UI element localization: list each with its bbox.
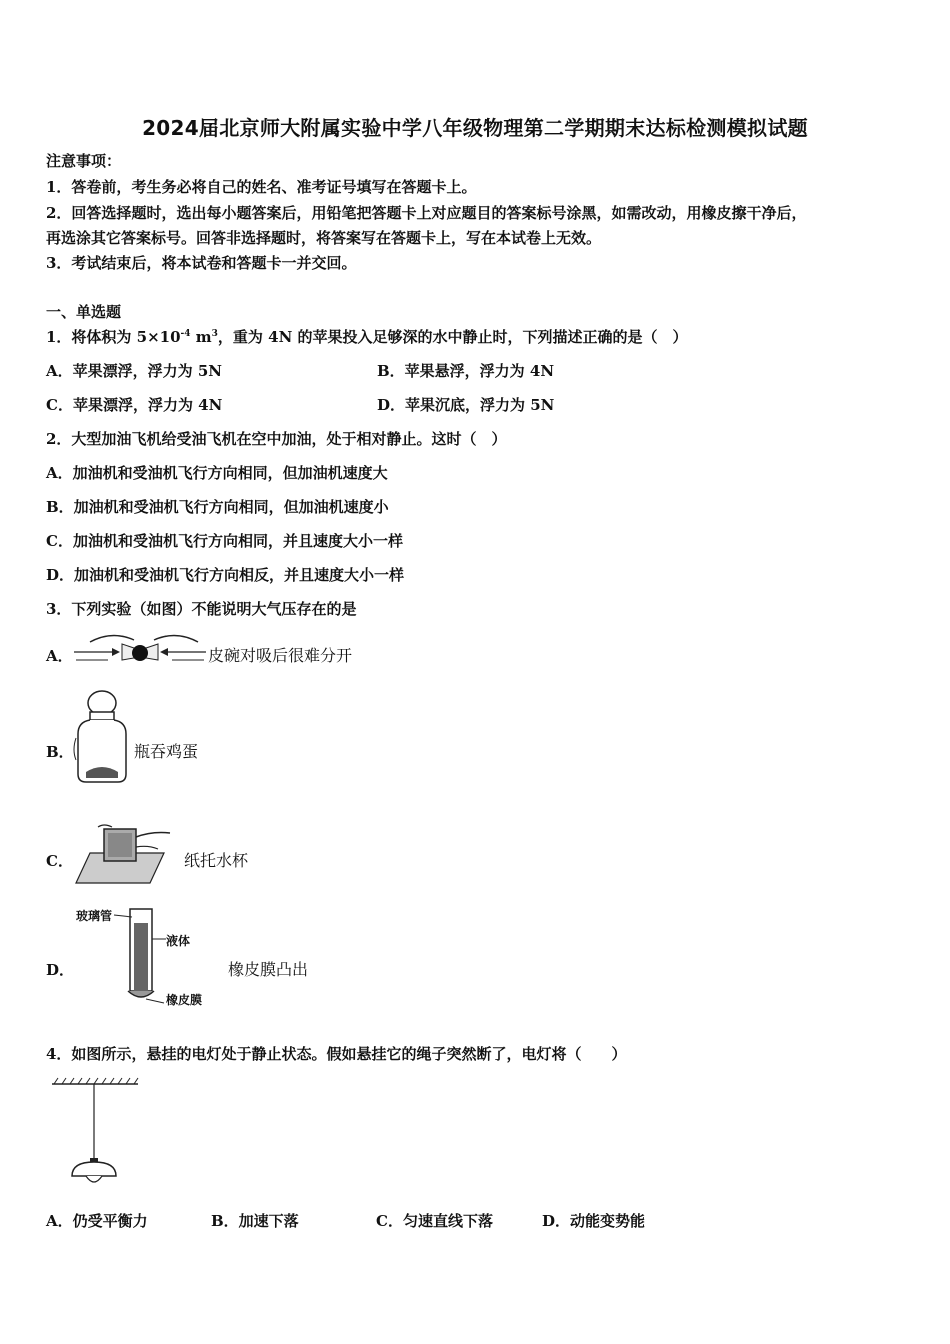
q1-option-d[interactable]: D．苹果沉底，浮力为 5N [377,396,555,414]
liquid-label: 液体 [166,934,191,948]
q2-stem: 2．大型加油飞机给受油飞机在空中加油，处于相对静止。这时（ ） [46,430,507,448]
q2-option-a[interactable]: A．加油机和受油机飞行方向相同，但加油机速度大 [46,464,388,482]
q3-option-d-caption: 橡皮膜凸出 [228,960,309,979]
exam-title: 2024届北京师大附属实验中学八年级物理第二学期期末达标检测模拟试题 [142,116,808,140]
q4-stem: 4．如图所示，悬挂的电灯处于静止状态。假如悬挂它的绳子突然断了，电灯将（ ） [46,1045,627,1063]
q1-stem-exponent: -4 [180,329,191,339]
paper-cup-figure [72,823,172,885]
q1-stem-unit: m [190,328,212,346]
notice-item-2-cont: 再选涂其它答案标号。回答非选择题时，将答案写在答题卡上，写在本试卷上无效。 [46,229,602,247]
notice-item-2: 2．回答选择题时，选出每小题答案后，用铅笔把答题卡上对应题目的答案标号涂黑，如需改动，用橡皮擦干净后， [46,204,807,222]
section-heading: 一、单选题 [46,303,122,321]
q3-option-b-letter[interactable]: B． [46,743,74,761]
q4-option-b[interactable]: B．加速下落 [211,1212,299,1230]
q1-stem-post: ，重为 4N 的苹果投入足够深的水中静止时，下列描述正确的是（ ） [217,328,688,346]
suction-cups-figure [72,630,207,670]
q1-option-c[interactable]: C．苹果漂浮，浮力为 4N [46,396,223,414]
membrane-label: 橡皮膜 [166,993,203,1007]
bottle-egg-figure [72,690,132,785]
q3-option-c-caption: 纸托水杯 [184,851,249,870]
q4-option-c[interactable]: C．匀速直线下落 [376,1212,493,1230]
q1-stem-exponent-2: 3 [211,329,218,339]
notice-item-1: 1．答卷前，考生务必将自己的姓名、准考证号填写在答题卡上。 [46,178,477,196]
q3-option-c-letter[interactable]: C． [46,852,73,870]
q3-option-d-letter[interactable]: D． [46,961,75,979]
notice-heading: 注意事项： [46,152,122,170]
q1-stem-pre: 1．将体积为 5×10 [46,328,181,346]
q2-option-b[interactable]: B．加油机和受油机飞行方向相同，但加油机速度小 [46,498,389,516]
q3-option-a-caption: 皮碗对吸后很难分开 [208,646,353,665]
q2-option-d[interactable]: D．加油机和受油机飞行方向相反，并且速度大小一样 [46,566,405,584]
q1-option-a[interactable]: A．苹果漂浮，浮力为 5N [46,362,223,380]
q3-stem: 3．下列实验（如图）不能说明大气压存在的是 [46,600,357,618]
q3-option-a-letter[interactable]: A． [46,647,73,665]
tube-label: 玻璃管 [76,909,113,923]
notice-item-3: 3．考试结束后，将本试卷和答题卡一并交回。 [46,254,357,272]
q4-option-d[interactable]: D．动能变势能 [542,1212,646,1230]
q2-option-c[interactable]: C．加油机和受油机飞行方向相同，并且速度大小一样 [46,532,403,550]
q1-option-b[interactable]: B．苹果悬浮，浮力为 4N [377,362,555,380]
q4-option-a[interactable]: A．仍受平衡力 [46,1212,148,1230]
q3-option-b-caption: 瓶吞鸡蛋 [134,742,199,761]
hanging-lamp-figure [50,1076,142,1188]
q1-stem [46,327,688,347]
